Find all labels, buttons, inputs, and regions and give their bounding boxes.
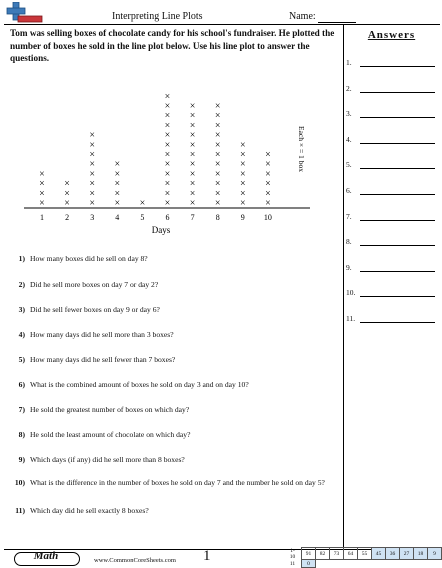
plot-x-mark-day-7: × (189, 130, 196, 142)
tick-label-day-4: 4 (115, 213, 120, 222)
plot-x-mark-day-8: × (214, 159, 221, 171)
plot-x-mark-day-7: × (189, 159, 196, 171)
question-text: He sold the least amount of chocolate on which day? (30, 430, 191, 439)
plot-x-mark-day-6: × (164, 188, 171, 200)
worksheet-title: Interpreting Line Plots (112, 11, 203, 22)
plot-x-mark-day-6: × (164, 149, 171, 161)
plot-x-mark-day-10: × (265, 168, 271, 180)
score-cell: 0 (302, 560, 316, 568)
answer-number: 2. (346, 83, 352, 93)
answer-number: 11. (346, 314, 356, 323)
plot-x-mark-day-6: × (164, 139, 171, 151)
score-cell: 45 (372, 548, 386, 560)
score-cell: 9 (428, 548, 442, 560)
answer-number: 6. (346, 186, 352, 195)
answer-number: 10. (346, 288, 356, 298)
answer-row (346, 160, 438, 170)
plot-x-mark-day-10: × (265, 149, 271, 161)
answer-blank[interactable] (360, 296, 435, 297)
question-text: What is the combined amount of boxes he sold on day 3 and on day 10? (30, 380, 249, 389)
score-cell: 36 (386, 548, 400, 560)
answer-row (346, 186, 438, 196)
plot-x-mark-day-8: × (214, 110, 221, 122)
plot-x-mark-day-8: × (214, 168, 221, 180)
question-number: 11) (15, 506, 25, 515)
question-text: How many days did he sell fewer than 7 boxes? (30, 355, 176, 364)
question-number: 5) (18, 355, 25, 364)
answer-blank[interactable] (360, 66, 435, 67)
plot-x-mark-day-8: × (214, 130, 221, 142)
plot-x-mark-day-7: × (189, 101, 196, 112)
score-range-label: 11 (289, 560, 296, 567)
plot-x-mark-day-1: × (39, 168, 45, 180)
plot-x-mark-day-8: × (214, 178, 221, 190)
plot-x-mark-day-9: × (239, 198, 246, 209)
plot-x-mark-day-3: × (89, 198, 96, 209)
plot-x-mark-day-6: × (164, 101, 171, 112)
plot-x-mark-day-2: × (64, 178, 70, 190)
plot-x-mark-day-4: × (114, 168, 121, 180)
answer-row (346, 237, 438, 247)
question-text: Did he sell more boxes on day 7 or day 2? (30, 280, 159, 289)
question-number: 6) (18, 380, 25, 389)
score-cell: 91 (302, 548, 316, 560)
tick-label-day-7: 7 (190, 213, 195, 222)
answer-row (346, 288, 438, 298)
problem-intro: Tom was selling boxes of chocolate candy for his school's fundraiser. He plotted the number of boxes he sold in the line plot below. Use his line plot to answer the questions. (10, 28, 335, 64)
question-number: 3) (18, 305, 25, 314)
plot-x-mark-day-2: × (64, 188, 70, 200)
score-cell: 27 (400, 548, 414, 560)
score-cell: 64 (344, 548, 358, 560)
plot-x-mark-day-6: × (164, 178, 171, 190)
plot-x-mark-day-5: × (139, 198, 146, 209)
name-label: Name: (289, 11, 316, 22)
plot-x-mark-day-9: × (239, 159, 246, 171)
plot-x-mark-day-10: × (265, 198, 271, 209)
question-number: 8) (18, 430, 25, 439)
answer-column-divider (343, 24, 344, 550)
plot-x-mark-day-4: × (114, 159, 121, 171)
question-text: Which days (if any) did he sell more than 8 boxes? (30, 455, 185, 464)
answer-number: 3. (346, 109, 352, 119)
x-axis-label: Days (151, 225, 171, 235)
question-text: Which day did he sell exactly 8 boxes? (30, 506, 149, 515)
site-url: www.CommonCoreSheets.com (94, 557, 176, 564)
question-number: 7) (18, 405, 25, 414)
answer-blank[interactable] (360, 271, 435, 272)
plot-x-mark-day-3: × (89, 178, 96, 190)
answer-blank[interactable] (360, 194, 435, 195)
tick-label-day-3: 3 (90, 213, 95, 222)
plot-x-mark-day-3: × (89, 168, 96, 180)
plot-x-mark-day-7: × (189, 149, 196, 161)
plot-x-mark-day-3: × (89, 130, 96, 142)
question-text: Did he sell fewer boxes on day 9 or day 6? (30, 305, 160, 314)
tick-label-day-10: 10 (263, 213, 272, 222)
score-cell: 82 (316, 548, 330, 560)
subject-label: Math (33, 550, 59, 562)
answer-number: 1. (346, 58, 352, 67)
plot-x-mark-day-8: × (214, 188, 221, 200)
plot-x-mark-day-4: × (114, 188, 121, 200)
score-cell: 73 (330, 548, 344, 560)
score-cell: 18 (414, 548, 428, 560)
answer-blank[interactable] (360, 220, 435, 221)
answer-blank[interactable] (360, 245, 435, 246)
answer-blank[interactable] (360, 322, 435, 323)
plot-x-mark-day-8: × (214, 139, 221, 151)
score-table (286, 547, 442, 568)
answer-row (346, 135, 438, 145)
header-rule (4, 24, 440, 25)
tick-label-day-5: 5 (140, 213, 145, 222)
answer-blank[interactable] (360, 168, 435, 169)
plot-x-mark-day-9: × (239, 188, 246, 200)
question-text: How many days did he sell more than 3 boxes? (30, 330, 174, 339)
answer-number: 7. (346, 211, 352, 221)
answer-blank[interactable] (360, 117, 435, 118)
plot-x-mark-day-4: × (114, 178, 121, 190)
plot-x-mark-day-7: × (189, 120, 196, 132)
plot-x-mark-day-9: × (239, 178, 246, 190)
plot-x-mark-day-8: × (214, 149, 221, 161)
answers-heading: Answers (367, 29, 416, 41)
answer-number: 8. (346, 237, 352, 247)
tick-label-day-9: 9 (240, 213, 245, 222)
plot-x-mark-day-7: × (189, 188, 196, 200)
plot-x-mark-day-10: × (265, 188, 271, 200)
question-number: 1) (18, 254, 25, 263)
plus-minus-logo-icon (4, 2, 50, 24)
plot-x-mark-day-7: × (189, 168, 196, 180)
plot-x-mark-day-6: × (164, 130, 171, 142)
plot-x-mark-day-7: × (189, 198, 196, 209)
answer-row (346, 263, 438, 273)
plot-x-mark-day-10: × (265, 159, 271, 171)
tick-label-day-6: 6 (165, 213, 170, 222)
plot-x-mark-day-2: × (64, 198, 70, 209)
plot-x-mark-day-6: × (164, 198, 171, 209)
answer-number: 5. (346, 160, 352, 170)
plot-x-mark-day-3: × (89, 159, 96, 171)
plot-x-mark-day-3: × (89, 188, 96, 200)
plot-x-mark-day-6: × (164, 110, 171, 122)
plot-x-mark-day-1: × (39, 198, 45, 209)
question-number: 10) (14, 478, 25, 487)
plot-x-mark-day-1: × (39, 188, 45, 200)
plot-x-mark-day-7: × (189, 139, 196, 151)
plot-x-mark-day-3: × (89, 149, 96, 161)
plot-x-mark-day-1: × (39, 178, 45, 190)
question-text: How many boxes did he sell on day 8? (30, 254, 148, 263)
plot-x-mark-day-4: × (114, 198, 121, 209)
plot-x-mark-day-3: × (89, 139, 96, 151)
score-cell: 55 (358, 548, 372, 560)
answer-number: 4. (346, 134, 352, 144)
answer-row (346, 212, 438, 222)
plot-x-mark-day-7: × (189, 110, 196, 122)
tick-label-day-2: 2 (65, 213, 70, 222)
answer-row (346, 109, 438, 119)
score-range-label: 1-10 (289, 547, 296, 560)
plot-x-mark-day-7: × (189, 178, 196, 190)
page-number: 1 (203, 548, 211, 564)
tick-label-day-1: 1 (40, 213, 44, 222)
answer-row (346, 84, 438, 94)
plot-x-mark-day-9: × (239, 168, 246, 180)
plot-x-mark-day-9: × (239, 149, 246, 161)
plot-x-mark-day-9: × (239, 139, 246, 151)
question-number: 9) (18, 455, 25, 464)
plot-x-mark-day-8: × (214, 120, 221, 132)
answer-row (346, 314, 438, 324)
question-text: What is the difference in the number of boxes he sold on day 7 and the number he sold on day 5? (30, 478, 325, 487)
question-text: He sold the greatest number of boxes on which day? (30, 405, 190, 414)
name-field-line[interactable] (318, 22, 356, 23)
plot-x-mark-day-8: × (214, 198, 221, 209)
line-plot-chart (10, 80, 330, 240)
answer-blank[interactable] (360, 143, 435, 144)
plot-x-mark-day-6: × (164, 168, 171, 180)
plot-x-mark-day-10: × (265, 178, 271, 190)
question-number: 4) (18, 330, 25, 339)
plot-x-mark-day-6: × (164, 120, 171, 132)
plot-x-mark-day-8: × (214, 101, 221, 112)
answer-blank[interactable] (360, 92, 435, 93)
answer-number: 9. (346, 262, 352, 272)
question-number: 2) (18, 280, 25, 289)
answer-row (346, 58, 438, 68)
tick-label-day-8: 8 (215, 213, 220, 222)
plot-key-label: Each × = 1 box (297, 126, 306, 172)
plot-x-mark-day-6: × (164, 91, 171, 103)
plot-x-mark-day-6: × (164, 159, 171, 171)
